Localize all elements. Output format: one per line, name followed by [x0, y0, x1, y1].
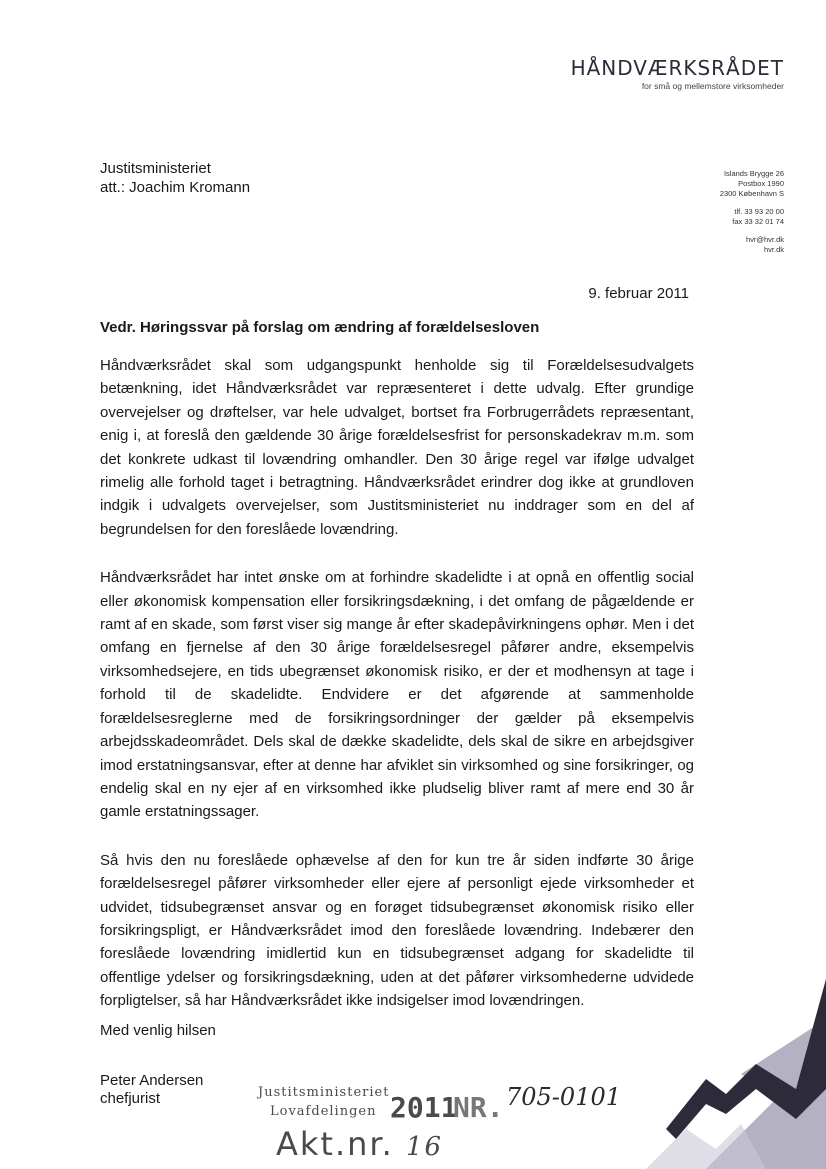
body-paragraph-2: Håndværksrådet har intet ønske om at forhindre skadelidte i at opnå en offentlig social eller økonomisk kompensation eller forsikringsdækning, i det omfang de pågældende er ramt af en skade, som først viser sig mange år efter skadepåvirkningens ophør. Men i det omfang en fjernelse af den 30 årige forældelsesregel påfører andre, eksempelvis virksomhedsejere, en tids ubegrænset økonomisk risiko, er der et modhensyn at tage i forhold til de skadelidte. Endvidere er det afgørende at sammenholde forældelsesreglerne med de forsikringsordninger der gælder på eksempelvis arbejdsskadeområdet. Dels skal de dække skadelidte, dels skal de sikre en arbejdsgiver imod erstatningsansvar, efter at denne har afviklet sin virksomhed og sine forsikringer, og endelig skal en ny ejer af en virksomhed ikke pludselig bliver ramt af mere end 30 år gamle erstatningssager. [100, 569, 694, 821]
signer-title: chefjurist [100, 1090, 161, 1107]
body-paragraph-3: Så hvis den nu foreslåede ophævelse af den for kun tre år siden indførte 30 årige forældelsesregel påfører virksomheder eller ejere af personligt ejede virksomheder et udvidet, tidsubegrænset ansvar og en forøget tidsubegrænset økonomisk risiko eller forsikringspligt, er Håndværksrådet imod den foreslåede lovændring. Indebærer den foreslåede lovændring imidlertid kun en tidsubegrænset adgang for skadelidte til offentlige ydelser og forsikringsdækning, uden at det påfører virksomhederne udvidede forpligtelser, så har Håndværksrådet ikke indsigelser imod lovændringen. [100, 851, 694, 1010]
body-paragraph-1: Håndværksrådet skal som udgangspunkt henholde sig til Forældelsesudvalgets betænkning, idet Håndværksrådet var repræsenteret i dette udvalg. Efter grundige overvejelser og drøftelser, var hele udvalget, bortset fra Forbrugerrådets repræsentant, enig i, at foreslå den gældende 30 årige forældelsesfrist for personskadekrav m.m. som det konkrete udkast til lovændring omhandler. Den 30 årige regel var ifølge udvalget rimelig alle forhold taget i betragtning. Håndværksrådet erindrer dog ikke at grundloven indgik i udvalgets overvejelser, som Justitsministeriet nu inddrager som en del af begrundelsen for den foreslåede lovændring. [100, 357, 694, 538]
org-name: HÅNDVÆRKSRÅDET [570, 56, 784, 80]
contact-street: Islands Brygge 26 [723, 169, 784, 178]
recipient-name: Justitsministeriet [100, 160, 211, 177]
recipient-attention: att.: Joachim Kromann [100, 179, 251, 196]
org-tagline: for små og mellemstore virksomheder [641, 81, 784, 91]
letter-body [100, 354, 694, 1038]
contact-city: 2300 København S [719, 189, 784, 198]
letter-subject: Vedr. Høringssvar på forslag om ændring af forældelsesloven [100, 319, 540, 336]
stamp-akt-label: Akt.nr. [276, 1125, 394, 1163]
stamp-case-number: 705-0101 [506, 1083, 621, 1111]
stamp-akt [276, 1125, 443, 1163]
contact-block [720, 169, 784, 255]
stamp-year: 2011 [390, 1091, 458, 1124]
letter-date: 9. februar 2011 [588, 285, 689, 302]
stamp-akt-number: 16 [405, 1132, 444, 1162]
contact-email: hvr@hvr.dk [745, 235, 784, 244]
signature-block [100, 1072, 203, 1108]
contact-phone: tlf. 33 93 20 00 [734, 207, 784, 216]
stamp-department: Lovafdelingen [270, 1104, 377, 1119]
letter-closing: Med venlig hilsen [100, 1022, 216, 1039]
recipient-block [100, 159, 250, 197]
org-logo [571, 56, 784, 91]
contact-postbox: Postbox 1990 [738, 179, 784, 188]
signer-name: Peter Andersen [100, 1072, 204, 1089]
stamp-nr-label: NR. [453, 1091, 504, 1124]
contact-web: hvr.dk [763, 245, 784, 254]
corner-graphic [646, 979, 826, 1169]
contact-fax: fax 33 32 01 74 [732, 217, 784, 226]
stamp-ministry: Justitsministeriet [258, 1085, 390, 1100]
